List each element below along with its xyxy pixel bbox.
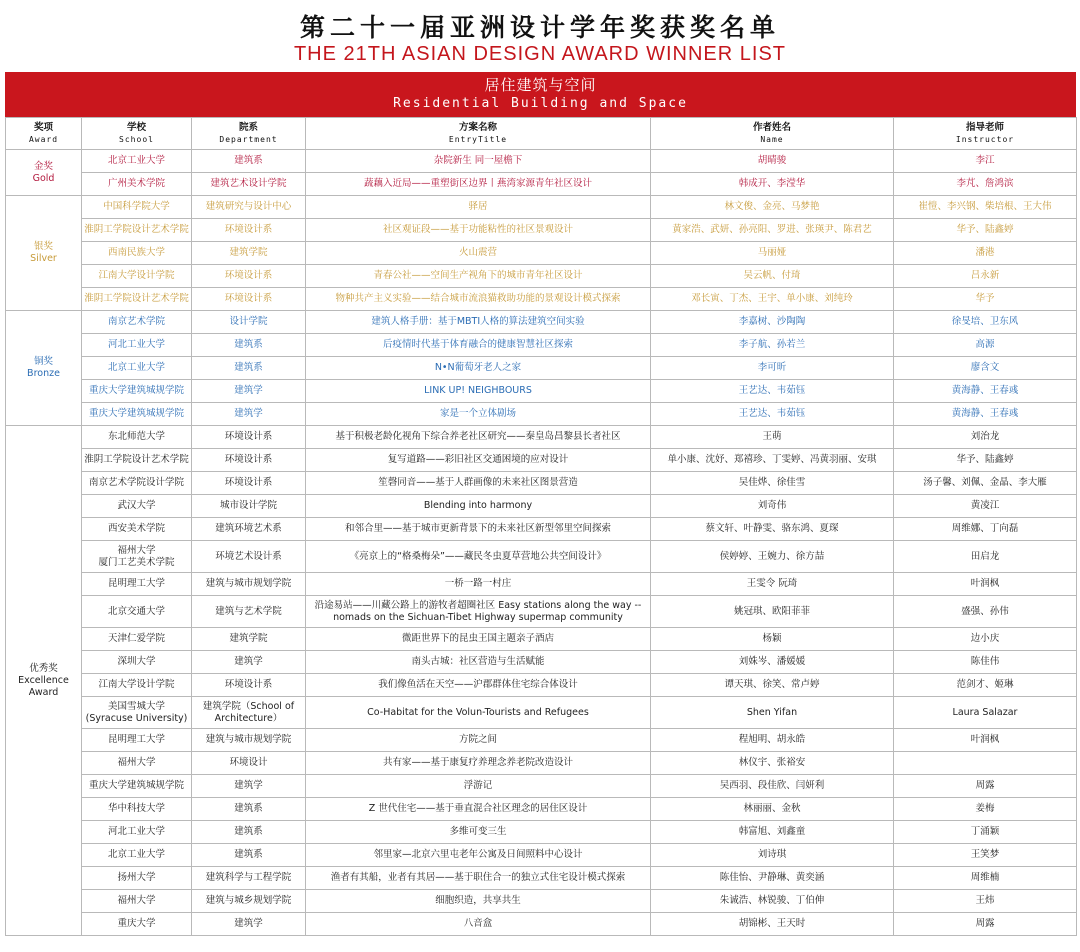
cell-dept: 建筑学院 — [192, 628, 306, 651]
cell-name: 林文俊、金亮、马梦艳 — [651, 196, 894, 219]
cell-school: 河北工业大学 — [82, 821, 192, 844]
cell-dept: 设计学院 — [192, 311, 306, 334]
winners-table — [5, 117, 1077, 936]
cell-name: 刘奇伟 — [651, 495, 894, 518]
cell-instructor — [894, 752, 1077, 775]
cell-school: 江南大学设计学院 — [82, 674, 192, 697]
cell-instructor: 汤子馨、刘佩、金晶、李大雁 — [894, 472, 1077, 495]
category-title-en: Residential Building and Space — [393, 96, 688, 111]
column-header-department: 院系 Department — [192, 118, 306, 150]
cell-dept: 环境艺术设计系 — [192, 541, 306, 573]
cell-school: 淮阴工学院设计艺术学院 — [82, 449, 192, 472]
cell-name: 刘姝岑、潘媛媛 — [651, 651, 894, 674]
cell-title: 家是一个立体剧场 — [306, 403, 651, 426]
cell-name: 刘诗琪 — [651, 844, 894, 867]
cell-name: 胡锦彬、王天时 — [651, 913, 894, 936]
cell-title: 青春公社——空间生产视角下的城市青年社区设计 — [306, 265, 651, 288]
table-row — [6, 867, 1077, 890]
cell-instructor: 高源 — [894, 334, 1077, 357]
cell-dept: 建筑学 — [192, 380, 306, 403]
cell-name: 吴西羽、段佳欣、闫妍利 — [651, 775, 894, 798]
page-title-cn: 第二十一届亚洲设计学年奖获奖名单 — [299, 13, 780, 42]
cell-dept: 建筑系 — [192, 334, 306, 357]
cell-instructor: 周维楠 — [894, 867, 1077, 890]
award-excellence: 优秀奖 Excellence Award — [6, 426, 82, 936]
table-row — [6, 242, 1077, 265]
cell-name: 林丽丽、金秋 — [651, 798, 894, 821]
table-row — [6, 844, 1077, 867]
cell-dept: 建筑与城乡规划学院 — [192, 890, 306, 913]
cell-title: 我们像鱼活在天空——沪郡群体住宅综合体设计 — [306, 674, 651, 697]
cell-school: 福州大学 — [82, 752, 192, 775]
cell-name: 单小康、沈妤、郑禧珍、丁雯婷、冯黄羽丽、安琪 — [651, 449, 894, 472]
cell-name: 王艺达、韦茹钰 — [651, 403, 894, 426]
cell-name: 黄家浩、武妍、孙亮阳、罗进、张瑛尹、陈君艺 — [651, 219, 894, 242]
cell-name: 谭天琪、徐笑、常卢婷 — [651, 674, 894, 697]
table-header-row — [6, 118, 1077, 150]
cell-name: 侯婷婷、王婉力、徐方喆 — [651, 541, 894, 573]
cell-dept: 建筑与艺术学院 — [192, 596, 306, 628]
table-row — [6, 288, 1077, 311]
cell-instructor: 刘治龙 — [894, 426, 1077, 449]
cell-instructor: 徐旻培、卫东风 — [894, 311, 1077, 334]
cell-school: 福州大学 — [82, 890, 192, 913]
cell-instructor: 崔愷、李兴钢、柴培根、王大伟 — [894, 196, 1077, 219]
cell-title: 火山震营 — [306, 242, 651, 265]
cell-dept: 建筑学院（School of Architecture） — [192, 697, 306, 729]
table-row — [6, 821, 1077, 844]
cell-dept: 建筑学 — [192, 403, 306, 426]
cell-school: 西南民族大学 — [82, 242, 192, 265]
table-row — [6, 729, 1077, 752]
cell-dept: 建筑科学与工程学院 — [192, 867, 306, 890]
cell-instructor: 黄海静、王春彧 — [894, 380, 1077, 403]
cell-school: 西安美术学院 — [82, 518, 192, 541]
cell-title: 笙磬同音——基于人群画像的未来社区图景营造 — [306, 472, 651, 495]
table-row — [6, 150, 1077, 173]
cell-instructor: 廖含文 — [894, 357, 1077, 380]
cell-title: Blending into harmony — [306, 495, 651, 518]
cell-instructor: 姜梅 — [894, 798, 1077, 821]
cell-name: 姚冠琪、欧阳菲菲 — [651, 596, 894, 628]
cell-dept: 建筑系 — [192, 357, 306, 380]
cell-title: 微距世界下的昆虫王国主题亲子酒店 — [306, 628, 651, 651]
table-row — [6, 798, 1077, 821]
cell-school: 北京交通大学 — [82, 596, 192, 628]
cell-school: 美国雪城大学 (Syracuse University) — [82, 697, 192, 729]
table-row — [6, 913, 1077, 936]
cell-instructor: 华予、陆鑫婷 — [894, 449, 1077, 472]
cell-dept: 建筑系 — [192, 844, 306, 867]
cell-instructor: 李江 — [894, 150, 1077, 173]
cell-instructor: 华予 — [894, 288, 1077, 311]
award-bronze: 铜奖 Bronze — [6, 311, 82, 426]
cell-name: 林仪宇、张裕安 — [651, 752, 894, 775]
cell-dept: 环境设计系 — [192, 426, 306, 449]
cell-dept: 环境设计系 — [192, 472, 306, 495]
cell-school: 广州美术学院 — [82, 173, 192, 196]
cell-instructor: 丁涌颖 — [894, 821, 1077, 844]
cell-name: 韩富旭、刘鑫童 — [651, 821, 894, 844]
cell-dept: 环境设计系 — [192, 219, 306, 242]
column-header-name: 作者姓名 Name — [651, 118, 894, 150]
cell-title: Co-Habitat for the Volun-Tourists and Refugees — [306, 697, 651, 729]
cell-title: 驿居 — [306, 196, 651, 219]
table-row — [6, 573, 1077, 596]
cell-school: 华中科技大学 — [82, 798, 192, 821]
cell-title: 邻里家—北京六里屯老年公寓及日间照料中心设计 — [306, 844, 651, 867]
cell-name: 李嘉树、沙陶陶 — [651, 311, 894, 334]
cell-title: 多维可变三生 — [306, 821, 651, 844]
cell-title: 蔬藕入近局——重塑街区边界丨燕湾家源青年社区设计 — [306, 173, 651, 196]
cell-title: 沿途易站——川藏公路上的游牧者超圈社区 Easy stations along the way -- nomads on the Sichuan-Tibet Highway supermap community — [306, 596, 651, 628]
cell-name: 王艺达、韦茹钰 — [651, 380, 894, 403]
table-row — [6, 472, 1077, 495]
table-row — [6, 265, 1077, 288]
cell-dept: 城市设计学院 — [192, 495, 306, 518]
cell-title: 杂院新生 同一屋檐下 — [306, 150, 651, 173]
table-row — [6, 357, 1077, 380]
cell-school: 重庆大学建筑城规学院 — [82, 403, 192, 426]
cell-instructor: 田启龙 — [894, 541, 1077, 573]
cell-name: 程旭明、胡永皓 — [651, 729, 894, 752]
cell-instructor: 王笑梦 — [894, 844, 1077, 867]
cell-dept: 建筑学 — [192, 775, 306, 798]
table-row — [6, 449, 1077, 472]
cell-school: 江南大学设计学院 — [82, 265, 192, 288]
cell-school: 中国科学院大学 — [82, 196, 192, 219]
cell-school: 淮阴工学院设计艺术学院 — [82, 288, 192, 311]
cell-title: Z 世代住宅——基于垂直混合社区理念的居住区设计 — [306, 798, 651, 821]
cell-title: 方院之间 — [306, 729, 651, 752]
cell-instructor: 潘港 — [894, 242, 1077, 265]
cell-title: 复写道路——彩旧社区交通困境的应对设计 — [306, 449, 651, 472]
cell-school: 深圳大学 — [82, 651, 192, 674]
cell-title: 八音盒 — [306, 913, 651, 936]
cell-dept: 建筑系 — [192, 821, 306, 844]
cell-title: 渔者有其船，业者有其居——基于职住合一的独立式住宅设计模式探索 — [306, 867, 651, 890]
cell-instructor: 吕永新 — [894, 265, 1077, 288]
table-row — [6, 311, 1077, 334]
cell-title: 后疫情时代基于体育融合的健康智慧社区探索 — [306, 334, 651, 357]
cell-instructor: 周维娜、丁向磊 — [894, 518, 1077, 541]
category-title-cn: 居住建筑与空间 — [484, 76, 597, 94]
cell-dept: 建筑环境艺术系 — [192, 518, 306, 541]
cell-instructor: 华予、陆鑫婷 — [894, 219, 1077, 242]
cell-title: 南头古城：社区营造与生活赋能 — [306, 651, 651, 674]
cell-title: 建筑人格手册：基于MBTI人格的算法建筑空间实验 — [306, 311, 651, 334]
table-row — [6, 596, 1077, 628]
cell-name: 马丽娅 — [651, 242, 894, 265]
cell-school: 昆明理工大学 — [82, 573, 192, 596]
cell-school: 东北师范大学 — [82, 426, 192, 449]
cell-name: 王雯令 阮琦 — [651, 573, 894, 596]
cell-title: 细胞织造，共享共生 — [306, 890, 651, 913]
cell-name: 邓长寅、丁杰、王宇、单小康、刘纯玲 — [651, 288, 894, 311]
table-row — [6, 674, 1077, 697]
cell-instructor: 盛强、孙伟 — [894, 596, 1077, 628]
cell-name: 李可昕 — [651, 357, 894, 380]
cell-dept: 建筑学 — [192, 913, 306, 936]
cell-name: Shen Yifan — [651, 697, 894, 729]
cell-dept: 环境设计 — [192, 752, 306, 775]
award-gold: 金奖 Gold — [6, 150, 82, 196]
cell-name: 朱诚浩、林锐骏、丁伯伸 — [651, 890, 894, 913]
cell-dept: 环境设计系 — [192, 674, 306, 697]
table-row — [6, 628, 1077, 651]
cell-school: 武汉大学 — [82, 495, 192, 518]
cell-dept: 环境设计系 — [192, 449, 306, 472]
table-row — [6, 518, 1077, 541]
cell-title: 浮游记 — [306, 775, 651, 798]
cell-title: N•N葡萄牙老人之家 — [306, 357, 651, 380]
cell-name: 杨颖 — [651, 628, 894, 651]
cell-name: 蔡文轩、叶静雯、骆东鸿、夏琛 — [651, 518, 894, 541]
table-row — [6, 697, 1077, 729]
table-row — [6, 219, 1077, 242]
cell-title: 一桥一路一村庄 — [306, 573, 651, 596]
cell-instructor: 黄海静、王春彧 — [894, 403, 1077, 426]
cell-instructor: 范剑才、姬琳 — [894, 674, 1077, 697]
cell-school: 扬州大学 — [82, 867, 192, 890]
cell-dept: 建筑系 — [192, 798, 306, 821]
table-row — [6, 651, 1077, 674]
cell-instructor: 边小庆 — [894, 628, 1077, 651]
table-row — [6, 173, 1077, 196]
category-banner — [5, 72, 1076, 117]
cell-title: 物种共产主义实验——结合城市流浪猫救助功能的景观设计模式探索 — [306, 288, 651, 311]
cell-name: 吴佳烨、徐佳雪 — [651, 472, 894, 495]
page-title-en: THE 21TH ASIAN DESIGN AWARD WINNER LIST — [293, 43, 787, 65]
cell-school: 北京工业大学 — [82, 844, 192, 867]
cell-title: 基于积极老龄化视角下综合养老社区研究——秦皇岛昌黎县长者社区 — [306, 426, 651, 449]
table-row — [6, 752, 1077, 775]
table-row — [6, 775, 1077, 798]
cell-school: 重庆大学 — [82, 913, 192, 936]
table-row — [6, 426, 1077, 449]
cell-title: 《亮京上的“格桑梅朵”——藏民冬虫夏草营地公共空间设计》 — [306, 541, 651, 573]
cell-title: 共有家——基于康复疗养理念养老院改造设计 — [306, 752, 651, 775]
table-row — [6, 541, 1077, 573]
table-row — [6, 334, 1077, 357]
table-row — [6, 196, 1077, 219]
cell-instructor: 黄凌江 — [894, 495, 1077, 518]
cell-dept: 建筑研究与设计中心 — [192, 196, 306, 219]
column-header-entry-title: 方案名称 EntryTitle — [306, 118, 651, 150]
award-silver: 银奖 Silver — [6, 196, 82, 311]
table-row — [6, 380, 1077, 403]
cell-instructor: 周露 — [894, 775, 1077, 798]
cell-instructor: Laura Salazar — [894, 697, 1077, 729]
cell-instructor: 陈佳伟 — [894, 651, 1077, 674]
cell-dept: 环境设计系 — [192, 288, 306, 311]
cell-school: 南京艺术学院设计学院 — [82, 472, 192, 495]
cell-dept: 环境设计系 — [192, 265, 306, 288]
table-row — [6, 890, 1077, 913]
cell-name: 吴云帆、付琦 — [651, 265, 894, 288]
cell-dept: 建筑与城市规划学院 — [192, 729, 306, 752]
column-header-school: 学校 School — [82, 118, 192, 150]
cell-instructor: 周露 — [894, 913, 1077, 936]
cell-title: 和邻合里——基于城市更新背景下的未来社区新型邻里空间探索 — [306, 518, 651, 541]
cell-name: 王萌 — [651, 426, 894, 449]
table-row — [6, 495, 1077, 518]
cell-instructor: 叶润枫 — [894, 729, 1077, 752]
cell-school: 福州大学 厦门工艺美术学院 — [82, 541, 192, 573]
cell-dept: 建筑学院 — [192, 242, 306, 265]
cell-school: 南京艺术学院 — [82, 311, 192, 334]
cell-school: 淮阴工学院设计艺术学院 — [82, 219, 192, 242]
cell-title: LINK UP! NEIGHBOURS — [306, 380, 651, 403]
cell-school: 天津仁爱学院 — [82, 628, 192, 651]
cell-name: 李子航、孙若兰 — [651, 334, 894, 357]
cell-instructor: 李芃、詹鸿滨 — [894, 173, 1077, 196]
cell-dept: 建筑学 — [192, 651, 306, 674]
column-header-instructor: 指导老师 Instructor — [894, 118, 1077, 150]
cell-instructor: 叶润枫 — [894, 573, 1077, 596]
cell-dept: 建筑艺术设计学院 — [192, 173, 306, 196]
cell-school: 重庆大学建筑城规学院 — [82, 380, 192, 403]
cell-name: 韩成开、李滢华 — [651, 173, 894, 196]
table-row — [6, 403, 1077, 426]
cell-title: 社区观证段——基于功能粘性的社区景观设计 — [306, 219, 651, 242]
cell-name: 胡晴骏 — [651, 150, 894, 173]
cell-school: 昆明理工大学 — [82, 729, 192, 752]
cell-instructor: 王炜 — [894, 890, 1077, 913]
cell-school: 河北工业大学 — [82, 334, 192, 357]
column-header-award: 奖项 Award — [6, 118, 82, 150]
cell-dept: 建筑系 — [192, 150, 306, 173]
cell-school: 北京工业大学 — [82, 150, 192, 173]
cell-dept: 建筑与城市规划学院 — [192, 573, 306, 596]
cell-school: 重庆大学建筑城规学院 — [82, 775, 192, 798]
cell-name: 陈佳怡、尹静琳、黄奕涵 — [651, 867, 894, 890]
cell-school: 北京工业大学 — [82, 357, 192, 380]
